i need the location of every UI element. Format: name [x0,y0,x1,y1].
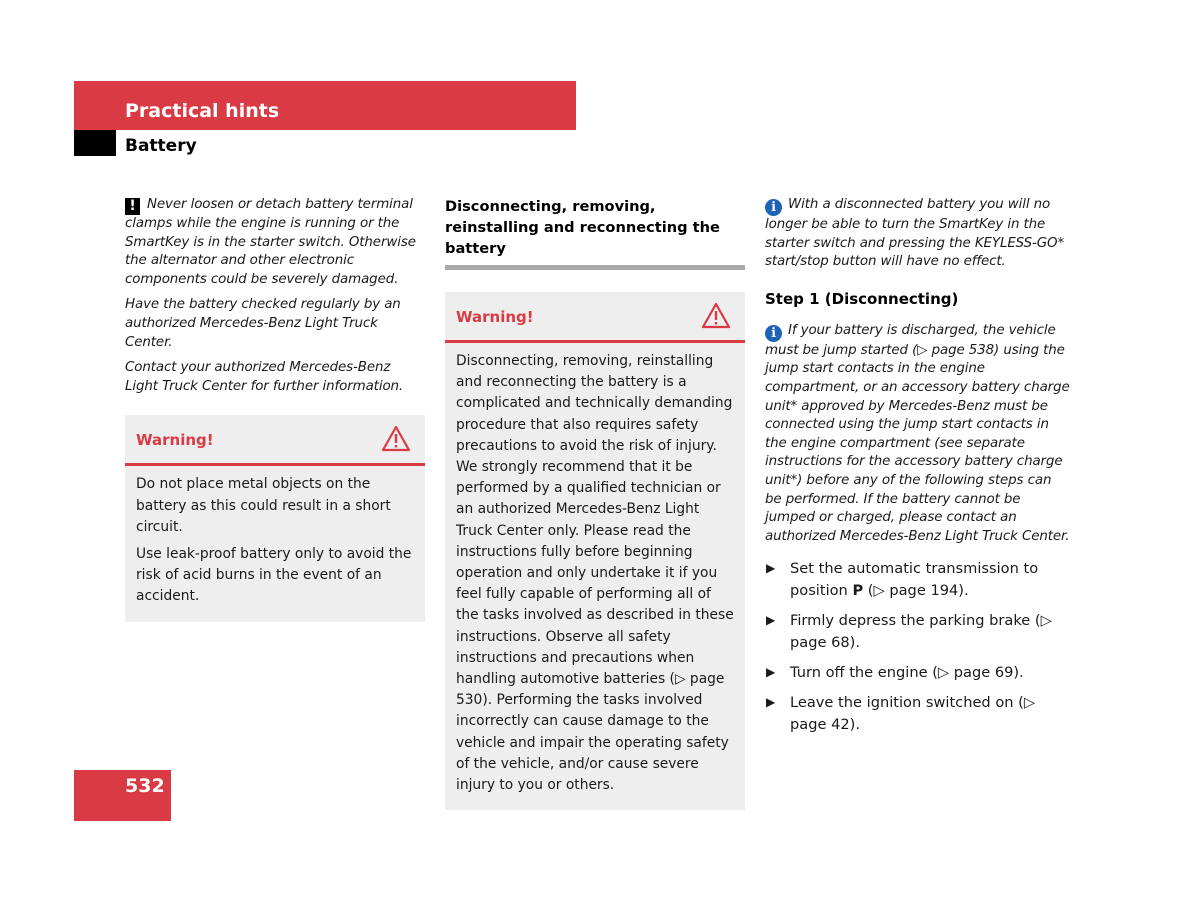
step-heading: Step 1 (Disconnecting) [765,289,959,308]
warning-label: Warning! [136,431,214,450]
note-checkup: Have the battery checked regularly by an authorized Mercedes-Benz Light Truck Center. [125,297,401,350]
bullet-arrow-icon: ▶ [766,664,776,679]
list-item-text: Set the automatic transmission to position [790,560,1039,599]
procedure-heading: Disconnecting, removing, reinstalling and reconnecting the battery [445,198,720,257]
info-note-disconnected [765,196,1070,272]
list-item-bold: P [852,581,864,599]
column-middle [445,196,745,810]
warning-box-procedure [445,292,745,810]
caution-note-text: Never loosen or detach battery terminal clamps while the engine is running or the SmartKey is in the starter switch. Otherwise the alternator and other electronic components could be severely damaged. [125,197,416,287]
subsection-marker [74,130,116,156]
section-title: Practical hints [125,100,280,122]
warning-triangle-icon [381,425,411,452]
list-item-text: Leave the ignition switched on (▷ page 42). [790,694,1036,733]
list-item [765,558,1070,601]
column-left [125,196,425,622]
bullet-arrow-icon: ▶ [766,561,776,576]
warning-paragraph: Use leak-proof battery only to avoid the risk of acid burns in the event of an accident. [136,545,412,605]
warning-body [125,466,425,621]
list-item-text: Firmly depress the parking brake (▷ page 68). [790,612,1052,651]
info-note-text: With a disconnected battery you will no longer be able to turn the SmartKey in the starter switch and pressing the KEYLESS-GO* start/stop button will have no effect. [765,197,1065,270]
note-contact: Contact your authorized Mercedes-Benz Light Truck Center for further information. [125,360,404,394]
info-icon: i [765,199,782,216]
page-number: 532 [125,775,165,797]
bullet-arrow-icon: ▶ [766,613,776,628]
bullet-arrow-icon: ▶ [766,695,776,710]
exclamation-icon: ! [125,198,140,215]
list-item [765,662,1070,683]
info-icon: i [765,325,782,342]
warning-paragraph: Disconnecting, removing, reinstalling and reconnecting the battery is a complicated and technically demanding procedure that also requires safety precautions to avoid the risk of injury. We strongly recommend that it be performed by a qualified technician or an authorized Mercedes-Benz Light Truck Center only. Please read the instructions fully before beginning operation and only undertake it if you feel fully capable of performing all of the tasks involved as described in these instructions. Observe all safety instructions and precautions when handling automotive batteries (▷ page 530). Performing the tasks involved incorrectly can cause damage to the vehicle and impair the operating safety of the vehicle, and/or cause severe injury to you or others. [456,353,734,794]
warning-box-short-circuit [125,415,425,621]
caution-note [125,196,425,289]
list-item [765,692,1070,735]
list-item-text: Turn off the engine (▷ page 69). [790,663,1024,681]
warning-body [445,343,745,810]
list-item-text: (▷ page 194). [863,581,969,599]
warning-header [445,292,745,343]
list-item [765,610,1070,653]
heading-rule [445,265,745,270]
warning-label: Warning! [456,308,534,326]
info-note-jump-start [765,322,1070,547]
subsection-title: Battery [125,136,197,156]
warning-paragraph: Do not place metal objects on the battery as this could result in a short circuit. [136,476,391,535]
column-right [765,196,1070,744]
warning-header [125,415,425,466]
step-list [765,558,1070,735]
info-note-text: If your battery is discharged, the vehicle must be jump started (▷ page 538) using the jump start contacts in the engine compartment, or an accessory battery charge unit* approved by Mercedes-Benz must be connected using the jump start contacts in the engine compartment (see separate instructions for the accessory battery charge unit*) before any of the following steps can be performed. If the battery cannot be jumped or charged, please contact an authorized Mercedes-Benz Light Truck Center. [765,322,1070,544]
warning-triangle-icon [701,302,731,329]
